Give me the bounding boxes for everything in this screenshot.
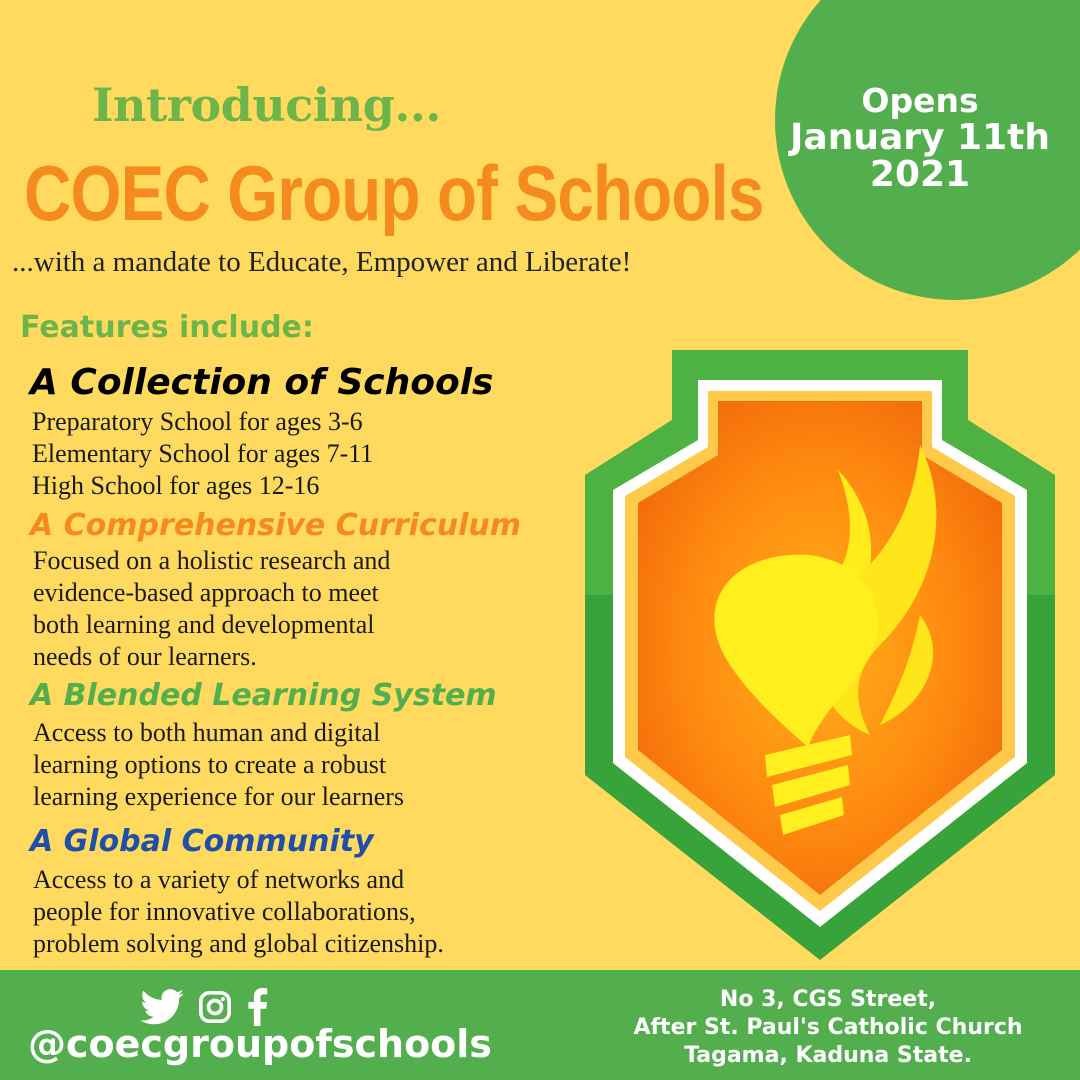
feature-body-collection (32, 406, 373, 502)
feature-line: both learning and developmental (33, 610, 375, 639)
feature-line: learning experience for our learners (33, 782, 405, 811)
feature-title-blended: A Blended Learning System (30, 678, 497, 713)
feature-title-global: A Global Community (30, 824, 374, 859)
feature-line: Elementary School for ages 7-11 (32, 439, 374, 468)
feature-title-collection: A Collection of Schools (30, 362, 494, 403)
opening-day: January 11th (790, 116, 1050, 158)
social-handle[interactable]: @coecgroupofschools (28, 1022, 492, 1066)
school-name: COEC Group of Schools (24, 149, 764, 237)
social-icons (140, 988, 268, 1026)
feature-title-curriculum: A Comprehensive Curriculum (30, 508, 522, 543)
address-line: After St. Paul's Catholic Church (633, 1015, 1023, 1040)
feature-line: High School for ages 12-16 (32, 471, 320, 500)
feature-line: Access to both human and digital (33, 718, 381, 747)
intro-heading: Introducing... (92, 78, 441, 132)
feature-line: needs of our learners. (33, 642, 257, 671)
facebook-icon[interactable] (246, 988, 268, 1026)
feature-body-curriculum (33, 545, 390, 673)
feature-line: Preparatory School for ages 3-6 (32, 407, 363, 436)
school-address (596, 986, 1060, 1070)
address-line: No 3, CGS Street, (719, 987, 937, 1012)
instagram-icon[interactable] (198, 990, 232, 1024)
feature-line: Focused on a holistic research and (33, 546, 391, 575)
feature-line: problem solving and global citizenship. (33, 929, 444, 958)
twitter-icon[interactable] (140, 989, 184, 1025)
feature-body-blended (33, 717, 404, 813)
mandate-tagline: ...with a mandate to Educate, Empower and Liberate! (12, 246, 632, 278)
feature-body-global (33, 864, 444, 960)
address-line: Tagama, Kaduna State. (684, 1043, 972, 1068)
opening-year: 2021 (869, 154, 971, 196)
torch-crest-logo (580, 345, 1060, 965)
feature-line: evidence-based approach to meet (33, 578, 379, 607)
opening-label: Opens (861, 81, 979, 120)
feature-line: Access to a variety of networks and (33, 865, 405, 894)
features-heading: Features include: (20, 310, 314, 345)
opening-date (785, 81, 1055, 196)
feature-line: people for innovative collaborations, (33, 897, 416, 926)
feature-line: learning options to create a robust (33, 750, 387, 779)
